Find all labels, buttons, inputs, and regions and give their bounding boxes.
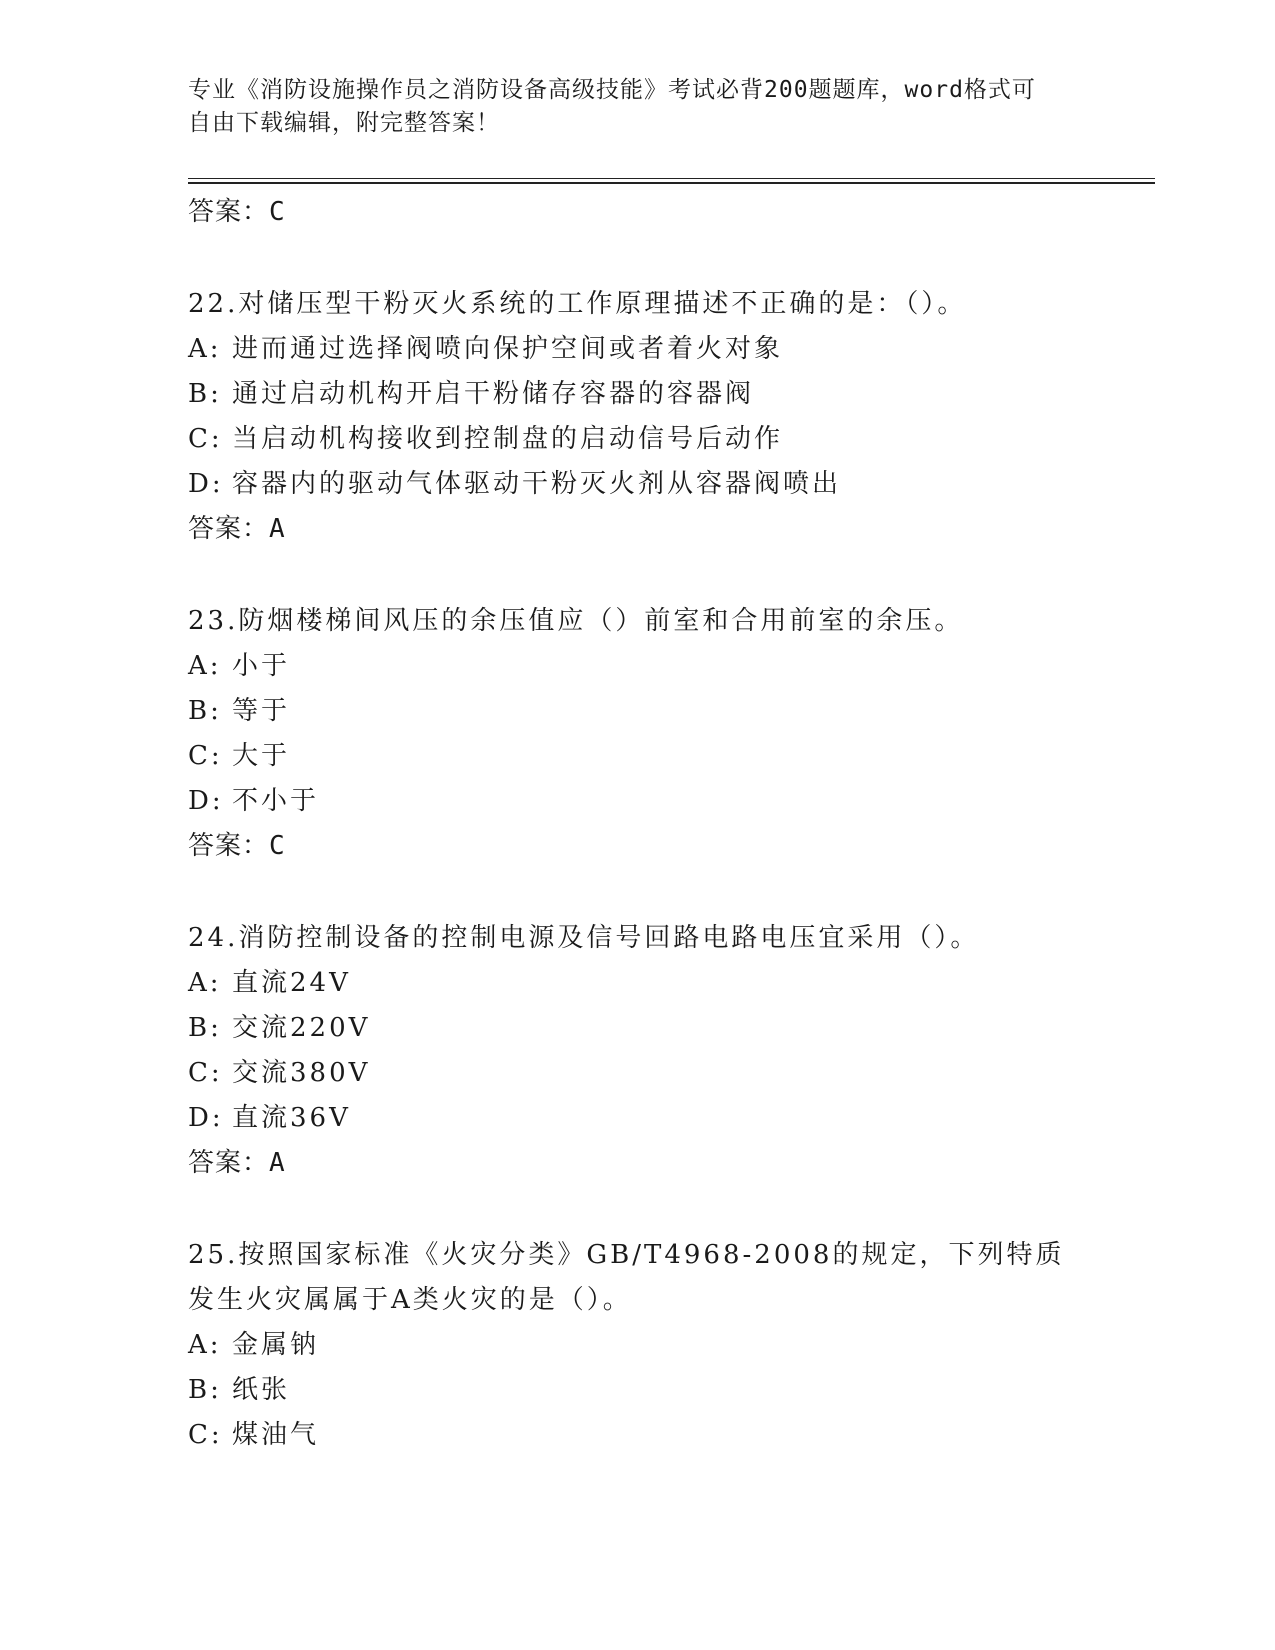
option-a (188, 1323, 1148, 1368)
option-c (188, 1051, 1148, 1096)
option-d (188, 1096, 1148, 1141)
option-letter: B: (188, 1375, 222, 1405)
answer-label: 答案： (188, 1148, 270, 1178)
option-d (188, 779, 1148, 824)
option-text: 纸张 (232, 1375, 291, 1405)
option-letter: B: (188, 379, 222, 409)
question-24 (188, 916, 1148, 1185)
option-a (188, 961, 1148, 1006)
option-letter: D: (188, 1103, 224, 1133)
option-letter: A: (188, 1330, 222, 1360)
question-text: 22.对储压型干粉灭火系统的工作原理描述不正确的是：（）。 (188, 289, 967, 319)
option-letter: B: (188, 1013, 222, 1043)
answer-label: 答案： (188, 831, 270, 861)
option-text: 通过启动机构开启干粉储存容器的容器阀 (232, 379, 755, 409)
spacer (188, 234, 1148, 282)
option-text: 直流36V (232, 1103, 351, 1133)
spacer (188, 868, 1148, 916)
option-a (188, 327, 1148, 372)
answer-value: C (269, 197, 285, 227)
option-d (188, 462, 1148, 507)
option-c (188, 734, 1148, 779)
option-text: 直流24V (232, 968, 351, 998)
questions-content (188, 190, 1148, 1458)
document-header (188, 74, 1068, 140)
option-text: 煤油气 (232, 1420, 320, 1450)
option-b (188, 689, 1148, 734)
option-text: 当启动机构接收到控制盘的启动信号后动作 (232, 424, 784, 454)
question-22 (188, 282, 1148, 551)
answer-value: A (269, 514, 285, 544)
answer-value: C (269, 831, 285, 861)
spacer (188, 1185, 1148, 1233)
header-divider-thick (188, 182, 1155, 184)
option-letter: D: (188, 786, 224, 816)
option-text: 交流220V (232, 1013, 371, 1043)
question-text: 23.防烟楼梯间风压的余压值应（）前室和合用前室的余压。 (188, 606, 964, 636)
header-line-1: 专业《消防设施操作员之消防设备高级技能》考试必背200题题库，word格式可 (188, 77, 1036, 103)
question-text: 25.按照国家标准《火灾分类》GB/T4968-2008的规定，下列特质发生火灾属属于A类火灾的是（）。 (188, 1240, 1065, 1315)
previous-answer (188, 190, 1148, 234)
option-text: 进而通过选择阀喷向保护空间或者着火对象 (232, 334, 784, 364)
option-c (188, 1413, 1148, 1458)
option-text: 金属钠 (232, 1330, 320, 1360)
header-line-2: 自由下载编辑，附完整答案！ (188, 110, 500, 136)
question-answer (188, 507, 1148, 551)
answer-value: A (269, 1148, 285, 1178)
option-text: 交流380V (232, 1058, 371, 1088)
option-a (188, 644, 1148, 689)
spacer (188, 551, 1148, 599)
option-b (188, 372, 1148, 417)
option-letter: A: (188, 651, 222, 681)
answer-label: 答案： (188, 514, 270, 544)
option-text: 容器内的驱动气体驱动干粉灭火剂从容器阀喷出 (232, 469, 842, 499)
option-letter: B: (188, 696, 222, 726)
option-letter: D: (188, 469, 224, 499)
option-letter: A: (188, 968, 222, 998)
option-letter: C: (188, 741, 223, 771)
option-text: 等于 (232, 696, 291, 726)
question-answer (188, 824, 1148, 868)
option-b (188, 1006, 1148, 1051)
option-letter: C: (188, 1058, 223, 1088)
option-b (188, 1368, 1148, 1413)
option-letter: C: (188, 424, 223, 454)
answer-label: 答案： (188, 197, 270, 227)
option-letter: C: (188, 1420, 223, 1450)
option-text: 大于 (232, 741, 291, 771)
header-divider-thin (188, 178, 1155, 179)
question-25 (188, 1233, 1148, 1458)
option-c (188, 417, 1148, 462)
option-text: 小于 (232, 651, 291, 681)
question-text: 24.消防控制设备的控制电源及信号回路电路电压宜采用（）。 (188, 923, 980, 953)
option-text: 不小于 (232, 786, 320, 816)
option-letter: A: (188, 334, 222, 364)
question-23 (188, 599, 1148, 868)
question-answer (188, 1141, 1148, 1185)
